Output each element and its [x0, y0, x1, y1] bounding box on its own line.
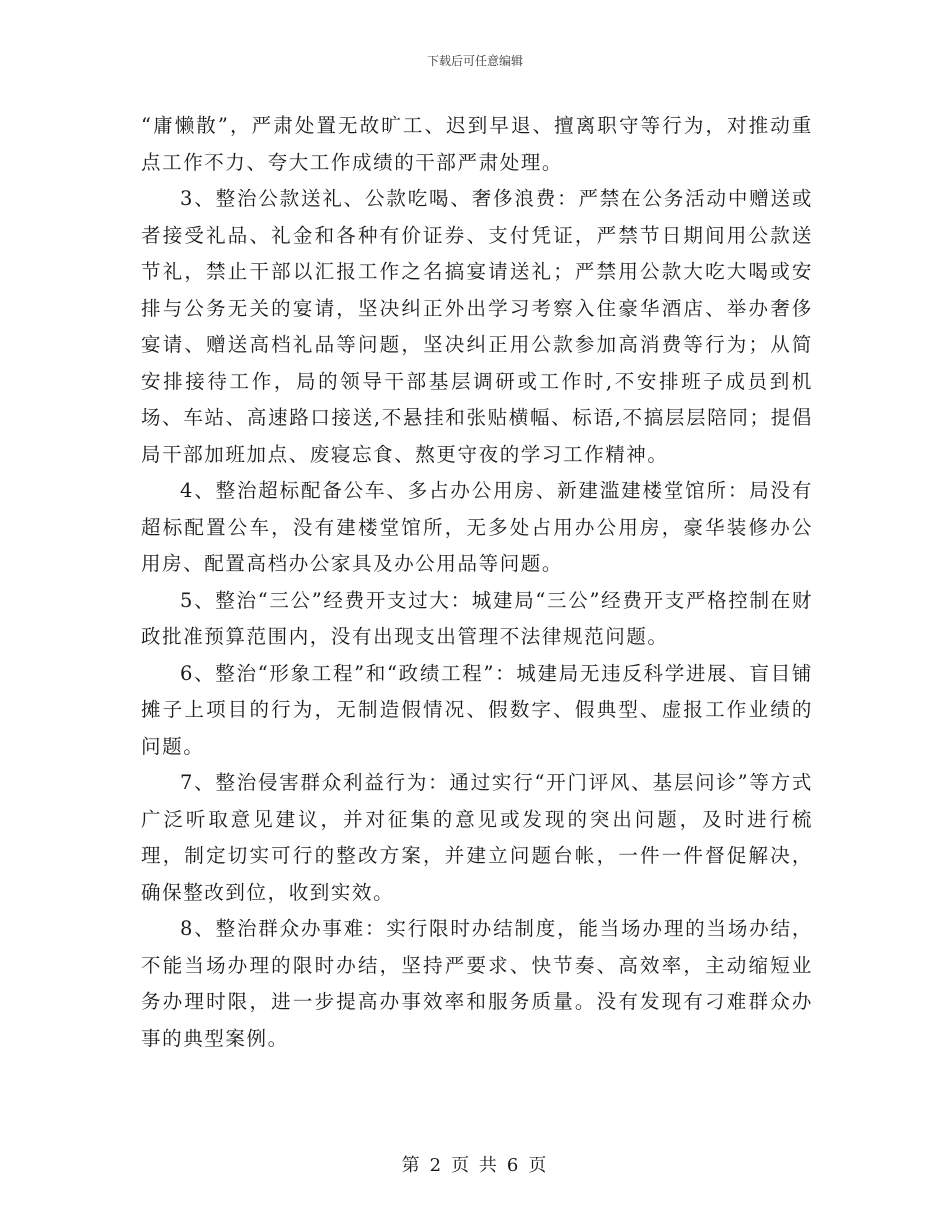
footer-page-number: 2 [429, 1155, 444, 1176]
paragraph-7: 8、整治群众办事难：实行限时办结制度，能当场办理的当场办结，不能当场办理的限时办结，坚持严要求、快节奏、高效率，主动缩短业务办理时限，进一步提高办事效率和服务质量。没有发现有刁难群众办事的典型案例。 [141, 917, 813, 1050]
page-footer [0, 1151, 950, 1177]
footer-prefix: 第 [401, 1155, 422, 1176]
footer-suffix: 页 [528, 1155, 549, 1176]
paragraph-6: 7、整治侵害群众利益行为：通过实行“开门评风、基层问诊”等方式广泛听取意见建议，并对征集的意见或发现的突出问题，及时进行梳理，制定切实可行的整改方案，并建立问题台帐，一件一件督促解决，确保整改到位，收到实效。 [141, 771, 813, 904]
footer-middle: 页 共 [451, 1155, 499, 1176]
paragraph-2: 3、整治公款送礼、公款吃喝、奢侈浪费：严禁在公务活动中赠送或者接受礼品、礼金和各种有价证券、支付凭证，严禁节日期间用公款送节礼，禁止干部以汇报工作之名搞宴请送礼；严禁用公款大吃大喝或安排与公务无关的宴请，坚决纠正外出学习考察入住豪华酒店、举办奢侈宴请、赠送高档礼品等问题，坚决纠正用公款参加高消费等行为；从简安排接待工作，局的领导干部基层调研或工作时,不安排班子成员到机场、车站、高速路口接送,不悬挂和张贴横幅、标语,不搞层层陪同；提倡局干部加班加点、废寝忘食、熬更守夜的学习工作精神。 [141, 187, 813, 466]
page-header: 下载后可任意编辑 [426, 54, 523, 68]
paragraph-1: “庸懒散”，严肃处置无故旷工、迟到早退、擅离职守等行为，对推动重点工作不力、夸大工作成绩的干部严肃处理。 [141, 114, 813, 174]
paragraph-4: 5、整治“三公”经费开支过大：城建局“三公”经费开支严格控制在财政批准预算范围内，没有出现支出管理不法律规范问题。 [141, 588, 813, 648]
paragraph-3: 4、整治超标配备公车、多占办公用房、新建滥建楼堂馆所：局没有超标配置公车，没有建楼堂馆所，无多处占用办公用房，豪华装修办公用房、配置高档办公家具及办公用品等问题。 [141, 479, 813, 575]
footer-total-pages: 6 [506, 1155, 521, 1176]
document-body [141, 108, 813, 1057]
paragraph-5: 6、整治“形象工程”和“政绩工程”：城建局无违反科学进展、盲目铺摊子上项目的行为，无制造假情况、假数字、假典型、虚报工作业绩的问题。 [141, 661, 813, 758]
